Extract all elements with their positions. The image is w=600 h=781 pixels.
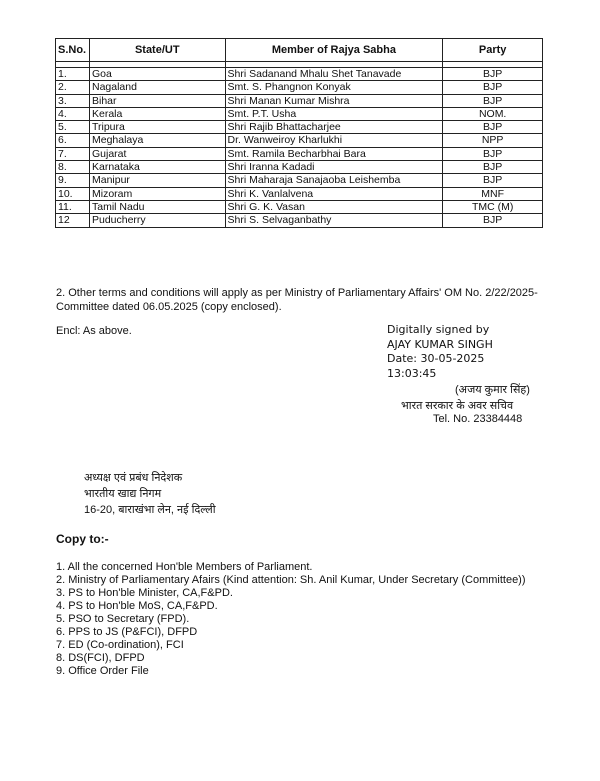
address-line-3: 16-20, बाराखंभा लेन, नई दिल्ली <box>84 504 216 516</box>
cell-sno: 9. <box>56 174 90 187</box>
digital-signature <box>387 323 493 381</box>
copy-to-item: 2. Ministry of Parliamentary Afairs (Kind attention: Sh. Anil Kumar, Under Secretary (Committee)) <box>56 574 526 586</box>
members-table <box>55 38 543 228</box>
table-row <box>56 174 543 187</box>
table-row <box>56 187 543 200</box>
cell-state: Tamil Nadu <box>89 200 225 213</box>
table-row <box>56 107 543 120</box>
cell-sno: 1. <box>56 68 90 81</box>
cell-sno: 10. <box>56 187 90 200</box>
copy-to-item: 5. PSO to Secretary (FPD). <box>56 613 190 625</box>
cell-sno: 12 <box>56 214 90 227</box>
cell-state: Kerala <box>89 107 225 120</box>
cell-sno: 3. <box>56 94 90 107</box>
table-row <box>56 134 543 147</box>
cell-sno: 5. <box>56 121 90 134</box>
cell-state: Mizoram <box>89 187 225 200</box>
cell-party: BJP <box>443 147 543 160</box>
cell-member: Shri Maharaja Sanajaoba Leishemba <box>225 174 443 187</box>
cell-member: Dr. Wanweiroy Kharlukhi <box>225 134 443 147</box>
telephone-number: Tel. No. 23384448 <box>433 413 523 425</box>
cell-member: Shri K. Vanlalvena <box>225 187 443 200</box>
signature-line-1: Digitally signed by <box>387 323 490 336</box>
cell-member: Smt. S. Phangnon Konyak <box>225 81 443 94</box>
cell-state: Nagaland <box>89 81 225 94</box>
cell-sno: 2. <box>56 81 90 94</box>
header-party: Party <box>443 39 543 62</box>
table-body <box>56 62 543 228</box>
table-row <box>56 121 543 134</box>
table-row <box>56 147 543 160</box>
cell-sno: 6. <box>56 134 90 147</box>
copy-to-item: 4. PS to Hon'ble MoS, CA,F&PD. <box>56 600 218 612</box>
signatory-hindi-name: (अजय कुमार सिंह) <box>455 384 530 396</box>
cell-party: TMC (M) <box>443 200 543 213</box>
cell-state: Meghalaya <box>89 134 225 147</box>
copy-to-item: 6. PPS to JS (P&FCI), DFPD <box>56 626 198 638</box>
cell-state: Goa <box>89 68 225 81</box>
cell-party: BJP <box>443 94 543 107</box>
cell-state: Puducherry <box>89 214 225 227</box>
table-row <box>56 94 543 107</box>
enclosure-note: Encl: As above. <box>56 325 132 337</box>
signature-line-4: 13:03:45 <box>387 366 437 380</box>
copy-to-item: 3. PS to Hon'ble Minister, CA,F&PD. <box>56 587 233 599</box>
cell-party: BJP <box>443 81 543 94</box>
cell-member: Shri Iranna Kadadi <box>225 161 443 174</box>
cell-member: Shri Sadanand Mhalu Shet Tanavade <box>225 68 443 81</box>
cell-member: Shri S. Selvaganbathy <box>225 214 443 227</box>
cell-member: Shri Rajib Bhattacharjee <box>225 121 443 134</box>
copy-to-list <box>56 561 556 678</box>
cell-member: Smt. Ramila Becharbhai Bara <box>225 147 443 160</box>
table-row <box>56 200 543 213</box>
header-member: Member of Rajya Sabha <box>225 39 443 62</box>
cell-party: BJP <box>443 214 543 227</box>
cell-member: Smt. P.T. Usha <box>225 107 443 120</box>
cell-party: BJP <box>443 68 543 81</box>
paragraph-2: 2. Other terms and conditions will apply as per Ministry of Parliamentary Affairs' OM No. 2/22/2025-Committee dated 06.05.2025 (copy enclosed). <box>56 287 538 313</box>
cell-sno: 11. <box>56 200 90 213</box>
copy-to-item: 8. DS(FCI), DFPD <box>56 652 145 664</box>
cell-state: Bihar <box>89 94 225 107</box>
table-row <box>56 214 543 227</box>
copy-to-item: 9. Office Order File <box>56 665 149 677</box>
signature-line-3: Date: 30-05-2025 <box>387 352 485 365</box>
table-row <box>56 81 543 94</box>
cell-state: Karnataka <box>89 161 225 174</box>
address-line-1: अध्यक्ष एवं प्रबंध निदेशक <box>84 472 183 484</box>
cell-state: Manipur <box>89 174 225 187</box>
cell-party: BJP <box>443 121 543 134</box>
table-header-row <box>56 39 543 62</box>
cell-sno: 7. <box>56 147 90 160</box>
address-line-2: भारतीय खाद्य निगम <box>84 488 162 500</box>
table-row <box>56 161 543 174</box>
header-state: State/UT <box>89 39 225 62</box>
cell-party: NPP <box>443 134 543 147</box>
cell-sno: 8. <box>56 161 90 174</box>
cell-party: BJP <box>443 161 543 174</box>
table-row <box>56 68 543 81</box>
copy-to-item: 7. ED (Co-ordination), FCI <box>56 639 184 651</box>
cell-state: Gujarat <box>89 147 225 160</box>
cell-member: Shri G. K. Vasan <box>225 200 443 213</box>
signatory-designation: भारत सरकार के अवर सचिव <box>401 400 514 412</box>
signature-line-2: AJAY KUMAR SINGH <box>387 337 493 351</box>
header-sno: S.No. <box>56 39 90 62</box>
addressee-block <box>84 470 216 518</box>
cell-party: MNF <box>443 187 543 200</box>
cell-state: Tripura <box>89 121 225 134</box>
copy-to-item: 1. All the concerned Hon'ble Members of Parliament. <box>56 561 313 573</box>
cell-party: BJP <box>443 174 543 187</box>
cell-member: Shri Manan Kumar Mishra <box>225 94 443 107</box>
cell-party: NOM. <box>443 107 543 120</box>
copy-to-heading: Copy to:- <box>56 532 109 546</box>
cell-sno: 4. <box>56 107 90 120</box>
